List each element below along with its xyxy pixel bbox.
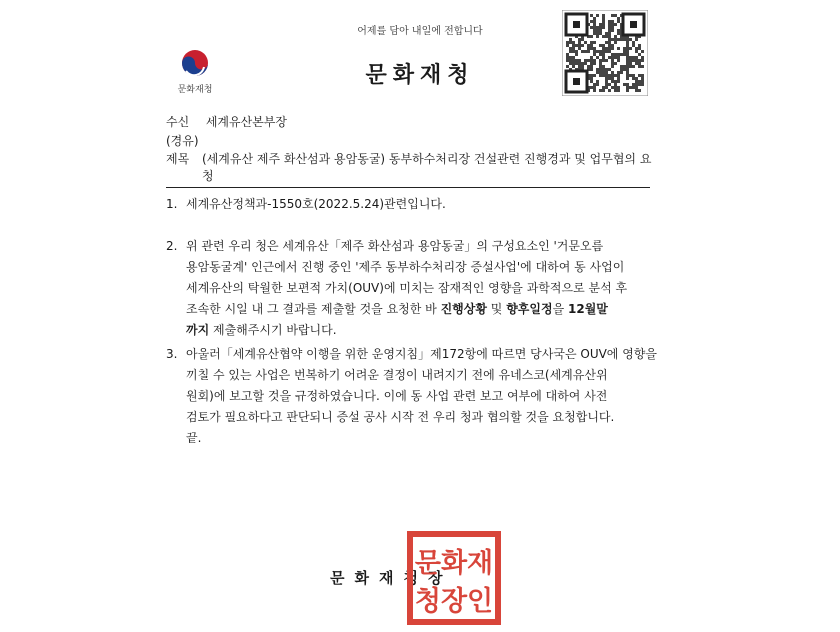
slogan: 어제를 담아 내일에 전합니다 [357,26,483,37]
seal-line-1: 문화재 [414,548,494,579]
recipient-label: 수신 [166,115,190,129]
bold-progress: 진행상황 [440,302,487,316]
bold-deadline: 12월말 [568,302,608,316]
header-divider [166,187,650,188]
text-segment: 조속한 시일 내 그 결과를 제출할 것을 요청한 바 [186,302,441,316]
bold-schedule: 향후일정 [506,302,553,316]
text-segment: 제출해주시기 바랍니다. [209,323,337,337]
paragraph-number: 1. [166,197,178,211]
document-title: 문화재청 [365,63,475,88]
logo-text: 문화재청 [177,85,213,95]
seal-line-2: 청장인 [414,586,494,617]
paragraph-line: 검토가 필요하다고 판단되니 증설 공사 시작 전 우리 청과 협의할 것을 요청합니다. [186,410,615,424]
subject-value: (세계유산 제주 화산섬과 용암동굴) 동부하수처리장 건설관련 진행경과 및 업무협의 요청 [202,152,652,183]
paragraph-line [186,320,654,341]
text-segment: 및 [486,302,507,316]
paragraph-line: 세계유산정책과-1550호(2022.5.24)관련입니다. [186,197,446,211]
bold-until: 까지 [186,323,210,337]
via-row [166,132,199,149]
subject-label: 제목 [166,152,190,166]
paragraph-line: 아울러「세계유산협약 이행을 위한 운영지침」제172항에 따르면 당사국은 OUV에 영향을 [186,347,657,361]
recipient-row [166,113,287,130]
paragraph-number: 2. [166,239,178,253]
recipient-value: 세계유산본부장 [205,115,287,129]
via-label: (경유) [166,134,199,148]
qr-code-icon [562,10,648,96]
paragraph-line: 세계유산의 탁월한 보편적 가치(OUV)에 미치는 잠재적인 영향을 과학적으로 분석 후 [186,281,628,295]
paragraph-line: 끼칠 수 있는 사업은 번복하기 어려운 결정이 내려지기 전에 유네스코(세계유산위 [186,368,608,382]
paragraph-line: 원회)에 보고할 것을 규정하였습니다. 이에 동 사업 관련 보고 여부에 대하여 사전 [186,389,608,403]
paragraph-line: 용암동굴계' 인근에서 진행 중인 '제주 동부하수처리장 증설사업'에 대하여 동 사업이 [186,260,625,274]
text-segment: 을 [552,302,568,316]
paragraph-number: 3. [166,347,178,361]
paragraph-line [186,299,654,320]
paragraph-line: 끝. [186,431,202,445]
paragraph-line: 위 관련 우리 청은 세계유산「제주 화산섬과 용암동굴」의 구성요소인 '거문오름 [186,239,604,253]
official-seal-icon [404,530,504,628]
sender-name: 문화재청장 [330,569,453,587]
